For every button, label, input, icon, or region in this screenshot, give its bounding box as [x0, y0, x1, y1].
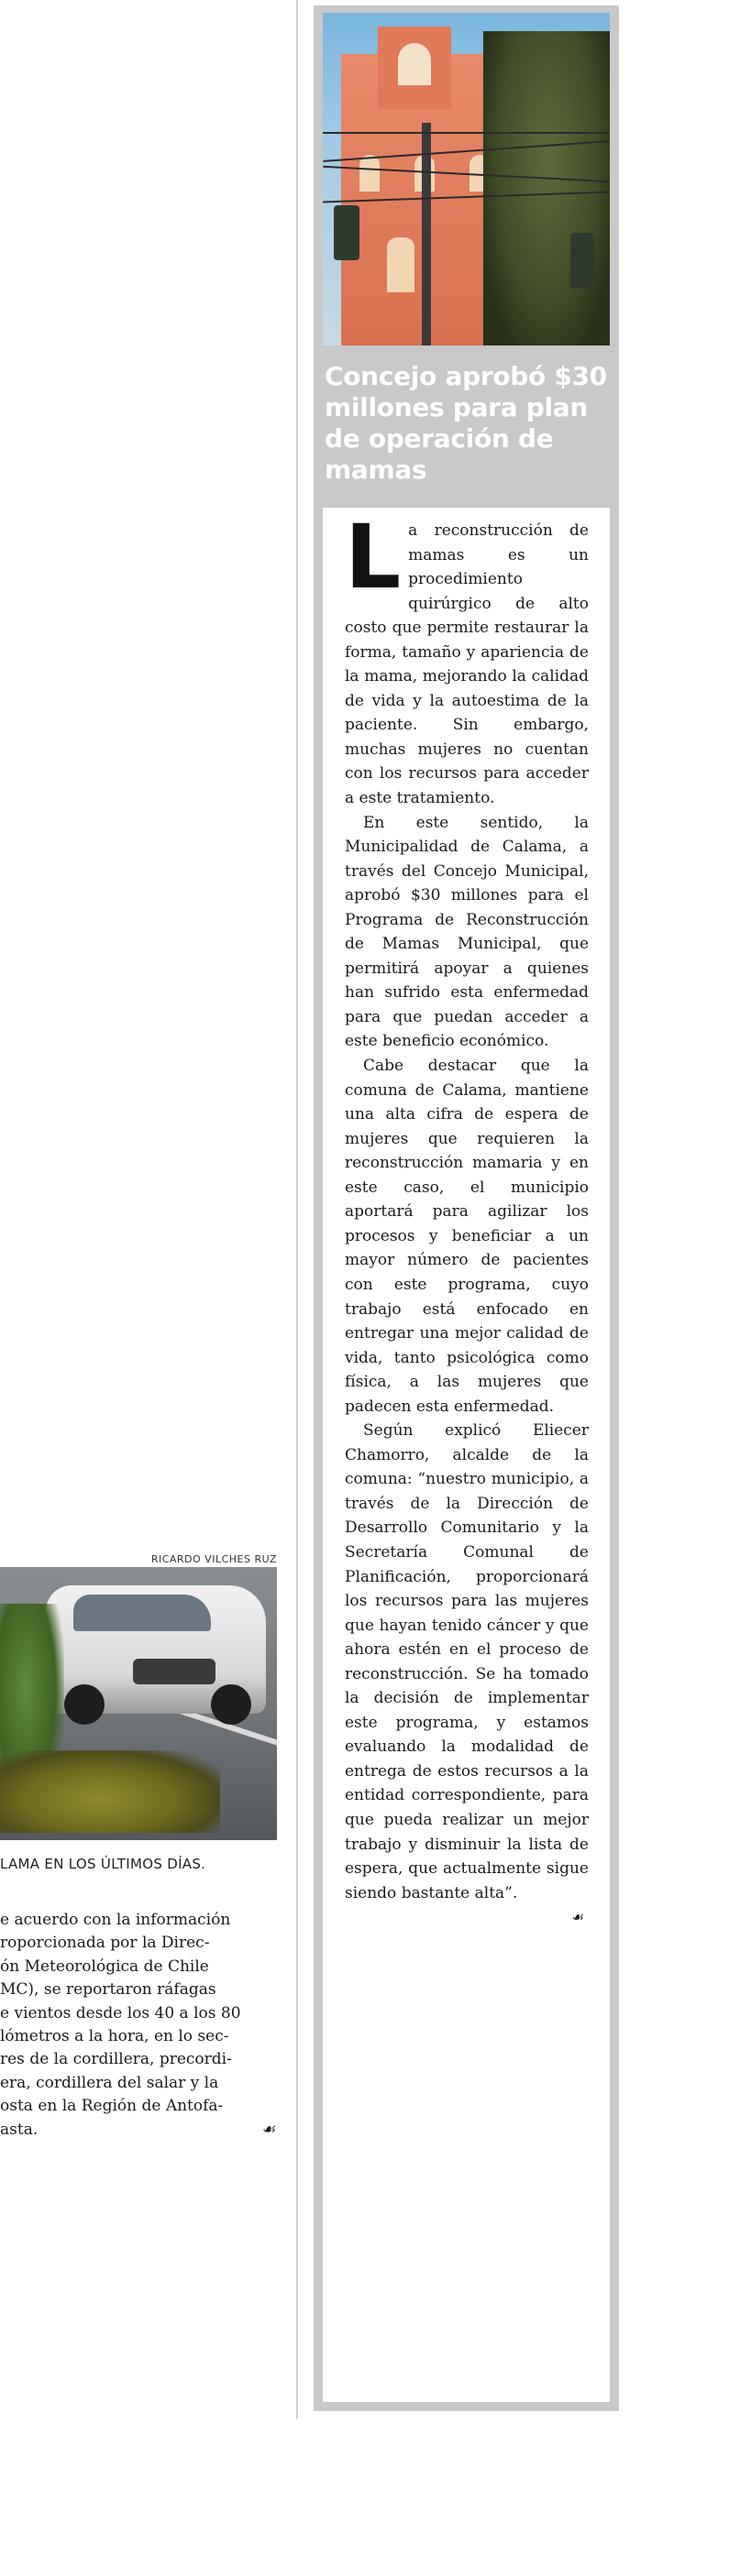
- paragraph: Cabe destacar que la comuna de Calama, mantiene una alta cifra de espera de mujeres que requieren la reconstrucción mamaria y en este caso, el municipio aportará para agilizar los procesos y beneficiar a un mayor número de pacientes con este programa, cuyo trabajo está enfocado en entregar una mejor calidad de vida, tanto psicológica como física, a las mujeres que padecen esta enfermedad.: [345, 1057, 589, 1416]
- body-line: MC), se reportaron ráfagas: [0, 1980, 216, 2000]
- body-line: roporcionada por la Direc-: [0, 1934, 210, 1953]
- photo-caption: LAMA EN LOS ÚLTIMOS DÍAS.: [0, 1856, 206, 1872]
- article-box: [314, 5, 619, 2411]
- drop-cap: L: [345, 506, 402, 608]
- end-mark-icon: ☙: [570, 1909, 583, 1926]
- body-line: res de la cordillera, precordi-: [0, 2050, 232, 2069]
- bell-tower: [378, 27, 451, 109]
- left-column: [0, 0, 293, 2576]
- body-line: e vientos desde los 40 a los 80: [0, 2003, 241, 2022]
- article-body: [323, 508, 610, 2402]
- traffic-light: [570, 233, 594, 288]
- photo-credit: RICARDO VILCHES RUZ: [150, 1553, 277, 1565]
- body-line: asta. ☙: [0, 2119, 275, 2142]
- body-line: era, cordillera del salar y la: [0, 2073, 219, 2092]
- column-divider: [296, 0, 298, 2419]
- left-body-text: [0, 1909, 275, 2142]
- church-photo: [323, 13, 610, 345]
- paragraph: La reconstrucción de mamas es un procedimiento quirúrgico de alto costo que permite restaurar la forma, tamaño y apariencia de la mama, mejorando la calidad de vida y la autoestima de la paciente. Sin embargo, muchas mujeres no cuentan con los recursos para acceder a este tratamiento.: [345, 506, 589, 808]
- tree: [483, 31, 610, 345]
- headline: Concejo aprobó $30 millones para plan de operación de mamas: [325, 361, 607, 485]
- branch-debris: [0, 1750, 220, 1833]
- paragraph: En este sentido, la Municipalidad de Calama, a través del Concejo Municipal, aprobó $30 millones para el Programa de Reconstrucción de Mamas Municipal, que permitirá apoyar a quienes han sufrido esta enfermedad para que puedan acceder a este beneficio económico.: [345, 813, 589, 1051]
- body-line: lómetros a la hora, en lo sec-: [0, 2027, 229, 2046]
- paragraph: Según explicó Eliecer Chamorro, alcalde de la comuna: “nuestro municipio, a través de la Dirección de Desarrollo Comunitario y la Secretaría Comunal de Planificación, proporcionará los recursos para las mujeres que hayan tenido cáncer y que ahora estén en el proceso de reconstrucción. Se ha tomado la decisión de implementar este programa, y estamos evaluando la modalidad de entrega de estos recursos a la entidad correspondiente, para que pueda realizar un mejor trabajo y disminuir la lista de espera, que actualmente sigue siendo bastante alta”.: [345, 1421, 589, 1902]
- white-suv: [46, 1585, 266, 1714]
- body-line: e acuerdo con la información: [0, 1911, 231, 1929]
- street-photo: [0, 1567, 277, 1840]
- traffic-light: [334, 205, 359, 260]
- end-mark-icon: ☙: [260, 2120, 275, 2139]
- body-line: osta en la Región de Antofa-: [0, 2097, 224, 2116]
- body-line: ón Meteorológica de Chile: [0, 1957, 209, 1976]
- utility-pole: [422, 123, 431, 345]
